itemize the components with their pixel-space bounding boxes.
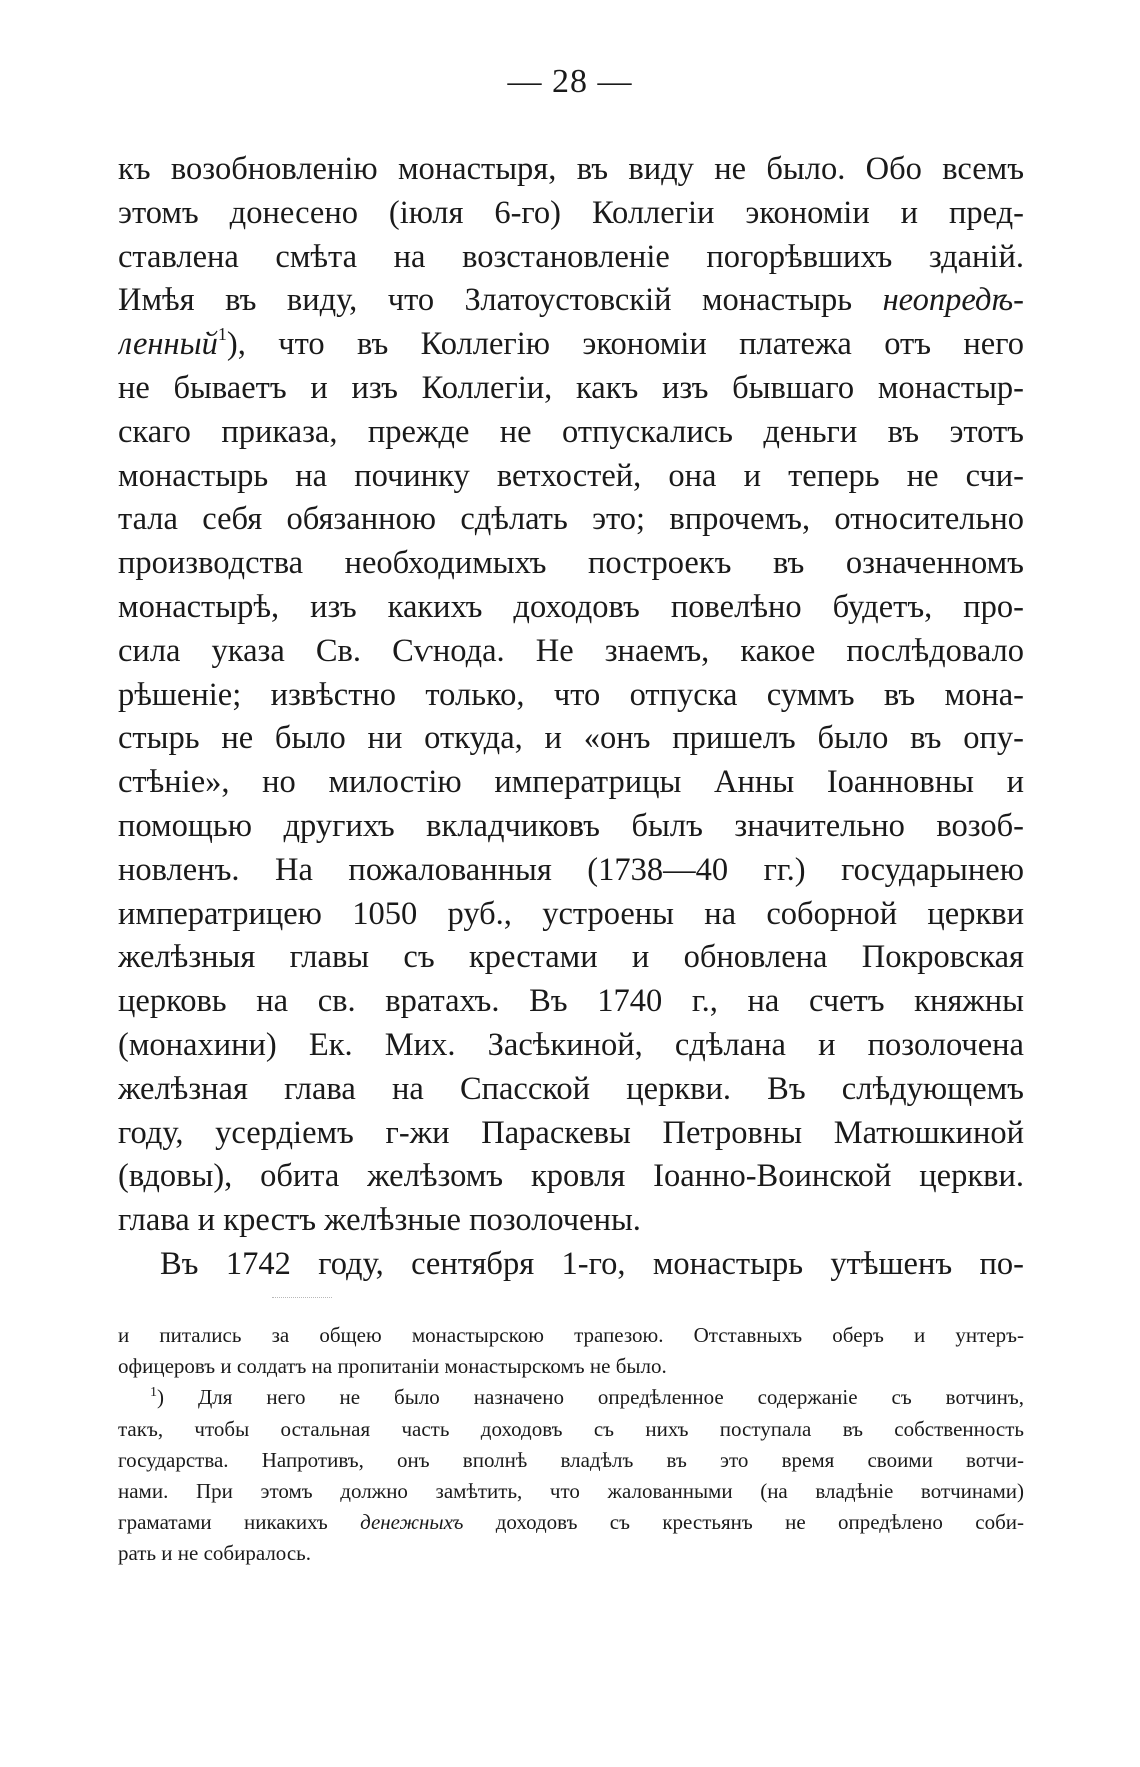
italic-term: ленный <box>118 326 218 363</box>
text-line: не бываетъ и изъ Коллегіи, какъ изъ бывшаго монастыр- <box>118 369 1024 406</box>
text-line: ставлена смѣта на возстановленіе погорѣвшихъ зданій. <box>118 238 1024 275</box>
footnote-line <box>118 1507 1024 1538</box>
text-line: скаго приказа, прежде не отпускались деньги въ этотъ <box>118 413 1024 450</box>
text-line: году, усердіемъ г-жи Параскевы Петровны Матюшкиной <box>118 1114 1024 1151</box>
text-line: помощью другихъ вкладчиковъ былъ значительно возоб- <box>118 807 1024 844</box>
text-line: тала себя обязанною сдѣлать это; впрочемъ, относительно <box>118 501 1024 538</box>
footnote-line: государства. Напротивъ, онъ вполнѣ владѣлъ въ это время своими вотчи- <box>118 1447 1024 1472</box>
text-line: производства необходимыхъ построекъ въ означенномъ <box>118 545 1024 582</box>
footnote-marker: 1 <box>150 1385 157 1401</box>
footnote-line: такъ, чтобы остальная часть доходовъ съ нихъ поступала въ собственность <box>118 1416 1024 1441</box>
footnote-line: нами. При этомъ должно замѣтить, что жалованными (на владѣніе вотчинами) <box>118 1478 1024 1503</box>
footnote-line: офицеровъ и солдатъ на пропитаніи монастырскомъ не было. <box>118 1354 667 1379</box>
text-line: монастырь на починку ветхостей, она и теперь не счи- <box>118 457 1024 494</box>
text-segment: Имѣя въ виду, что Златоустовскій монастырь <box>118 282 853 319</box>
text-line: Въ 1742 году, сентября 1-го, монастырь утѣшенъ по- <box>160 1245 1024 1282</box>
text-line: (вдовы), обита желѣзомъ кровля Іоанно-Воинской церкви. <box>118 1158 1024 1195</box>
text-segment: доходовъ съ крестьянъ не опредѣлено соби- <box>495 1510 1024 1535</box>
italic-term: денежныхъ <box>360 1510 464 1535</box>
text-line: стырь не было ни откуда, и «онъ пришелъ было въ опу- <box>118 720 1024 757</box>
text-line: желѣзная глава на Спасской церкви. Въ слѣдующемъ <box>118 1070 1024 1107</box>
footnote-line <box>118 1382 1024 1413</box>
text-segment: ) Для него не было назначено опредѣленное содержаніе съ вотчинъ, <box>157 1385 1024 1410</box>
text-line <box>118 279 1024 323</box>
text-line: сила указа Св. Сѵнода. Не знаемъ, какое послѣдовало <box>118 632 1024 669</box>
text-line <box>118 323 1024 367</box>
text-line: монастырѣ, изъ какихъ доходовъ повелѣно будетъ, про- <box>118 588 1024 625</box>
text-segment: ), что въ Коллегію экономіи платежа отъ него <box>226 326 1024 363</box>
text-line: стѣніе», но милостію императрицы Анны Іоанновны и <box>118 764 1024 801</box>
page-number: — 28 — <box>507 63 633 100</box>
text-line: императрицею 1050 руб., устроены на соборной церкви <box>118 895 1024 932</box>
text-line: новленъ. На пожалованныя (1738—40 гг.) государынею <box>118 851 1024 888</box>
footnote-separator <box>272 1297 332 1298</box>
text-line: (монахини) Ек. Мих. Засѣкиной, сдѣлана и позолочена <box>118 1026 1024 1063</box>
italic-term: неопредѣ- <box>882 282 1024 319</box>
footnote-line: и питались за общею монастырскою трапезою. Отставныхъ оберъ и унтеръ- <box>118 1323 1024 1347</box>
footnotes <box>118 1320 1024 1570</box>
footnote-line: рать и не собиралось. <box>118 1541 311 1566</box>
text-line: глава и крестъ желѣзные позолочены. <box>118 1202 641 1239</box>
text-segment: граматами никакихъ <box>118 1510 328 1535</box>
text-line: церковь на св. вратахъ. Въ 1740 г., на счетъ княжны <box>118 983 1024 1020</box>
text-line: желѣзныя главы съ крестами и обновлена Покровская <box>118 939 1024 976</box>
text-line: рѣшеніе; извѣстно только, что отпуска суммъ въ мона- <box>118 676 1024 713</box>
main-text <box>118 148 1024 1287</box>
text-line: этомъ донесено (іюля 6-го) Коллегіи экономіи и пред- <box>118 194 1024 231</box>
footnote-marker: 1 <box>217 324 227 345</box>
text-line: къ возобновленію монастыря, въ виду не было. Обо всемъ <box>118 151 1024 187</box>
